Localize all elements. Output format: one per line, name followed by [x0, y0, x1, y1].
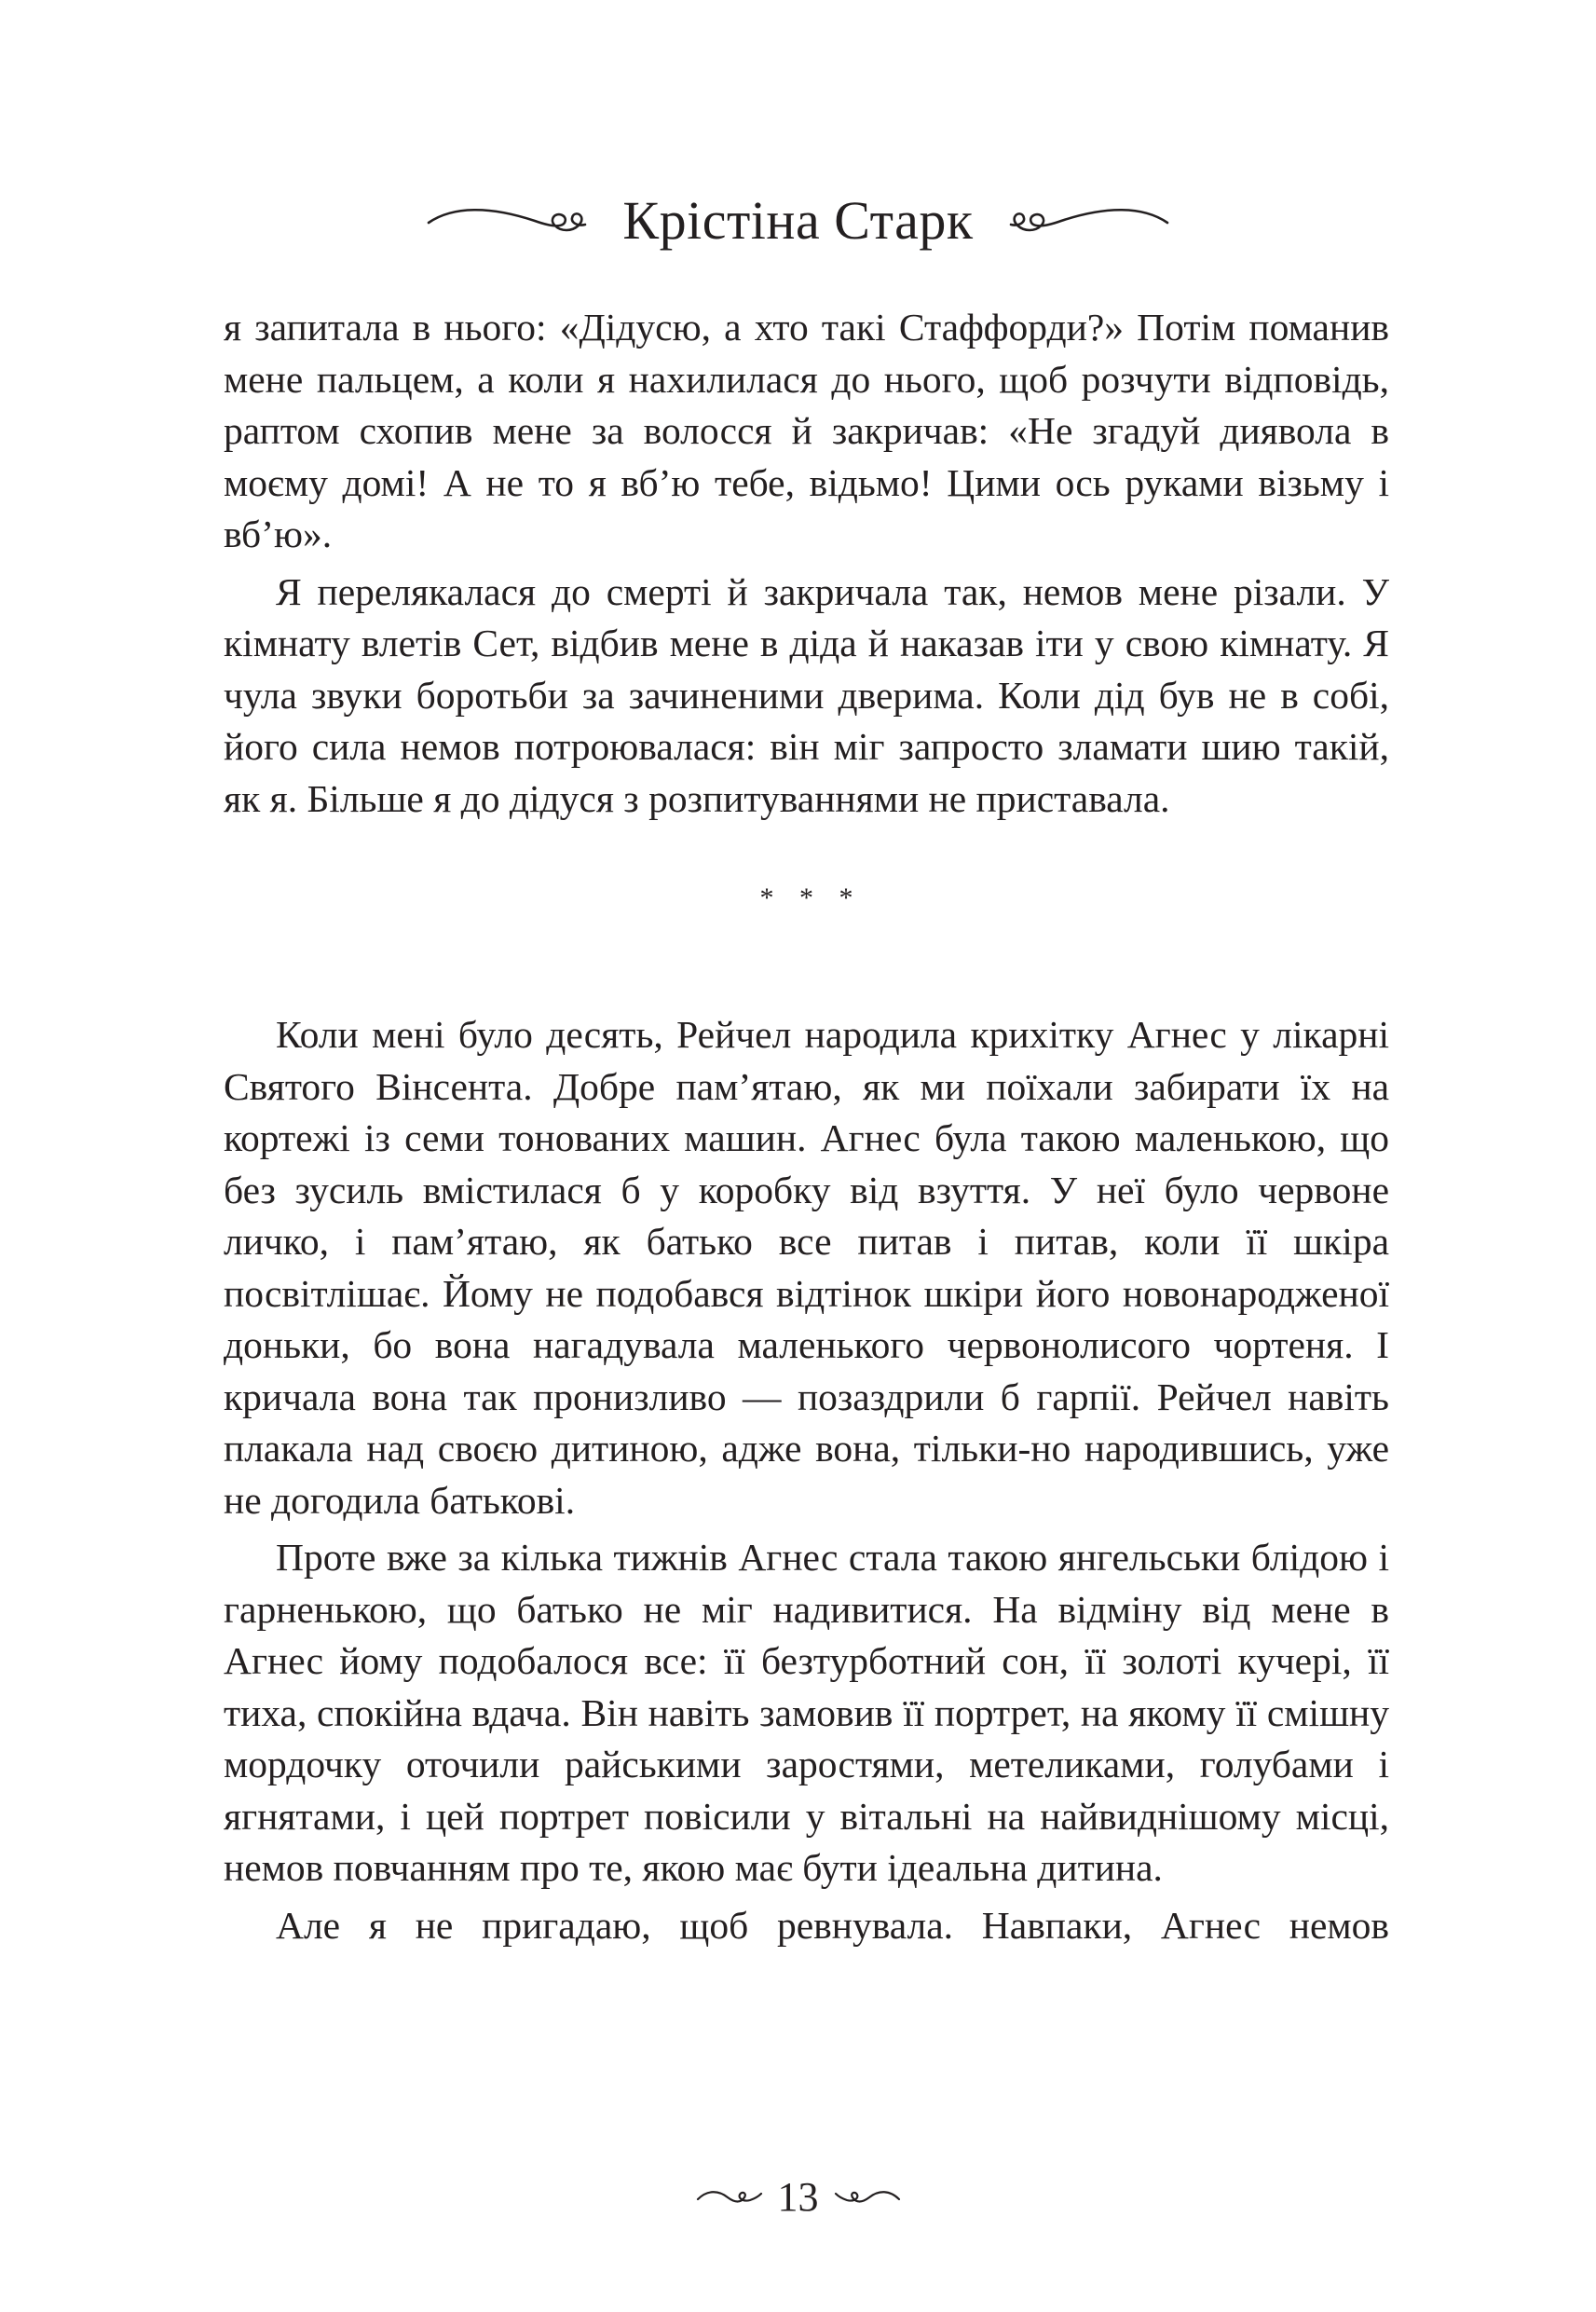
page-body-text [224, 302, 1389, 1951]
running-header [0, 190, 1596, 251]
paragraph-continued: я запитала в нього: «Дідусю, а хто такі Стаффорди?» Потім поманив мене пальцем, а коли я нахилилася до нього, щоб розчути відповідь, раптом схопив мене за волосся й закричав: «Не згадуй диявола в моєму домі! А не то я вб’ю тебе, відьмо! Цими ось руками візьму і вб’ю». [224, 306, 1389, 555]
paragraph: Проте вже за кілька тижнів Агнес стала такою янгельськи блідою і гарненькою, що батько не міг надивитися. На відміну від мене в Агнес йому подобалося все: її безтурботний сон, її золоті кучері, її тиха, спокійна вдача. Він навіть замовив її портрет, на якому її смішну мордочку оточили райськими заростями, метеликами, голубами і ягнятами, і цей портрет повісили у вітальні на найвиднішому місці, немов повчанням про те, якою має бути ідеальна дитина. [224, 1536, 1389, 1889]
scene-break: * * * [759, 882, 863, 913]
left-folio-swash-icon [694, 2184, 765, 2210]
right-swash-ornament-icon [994, 202, 1171, 239]
paragraph-last: Але я не пригадаю, щоб ревнувала. Навпаки, Агнес немов [276, 1903, 1389, 1947]
page-footer [0, 2174, 1596, 2220]
running-title: Крістіна Старк [622, 190, 974, 251]
paragraph: Коли мені було десять, Рейчел народила крихітку Агнес у лікарні Святого Вінсента. Добре пам’ятаю, як ми поїхали забирати їх на кортежі із семи тонованих машин. Агнес була такою маленькою, що без зусиль вмістилася б у коробку від взуття. У неї було червоне личко, і пам’ятаю, як батько все питав і питав, коли її шкіра посвітлішає. Йому не подобався відтінок шкіри його новонародженої доньки, бо вона нагадувала маленького червонолисого чортеня. І кричала вона так пронизливо — позаздрили б гарпії. Рейчел навіть плакала над своєю дитиною, адже вона, тільки-но народившись, уже не догодила батькові. [224, 1013, 1389, 1522]
page-number: 13 [777, 2174, 819, 2220]
paragraph: Я перелякалася до смерті й закричала так, немов мене різали. У кімнату влетів Сет, відбив мене в діда й наказав іти у свою кімнату. Я чула звуки боротьби за зачиненими дверима. Коли дід був не в собі, його сила немов потроювалася: він міг запросто зламати шию такій, як я. Більше я до дідуся з розпитуваннями не приставала. [224, 569, 1389, 820]
left-swash-ornament-icon [425, 202, 602, 239]
right-folio-swash-icon [832, 2184, 903, 2210]
